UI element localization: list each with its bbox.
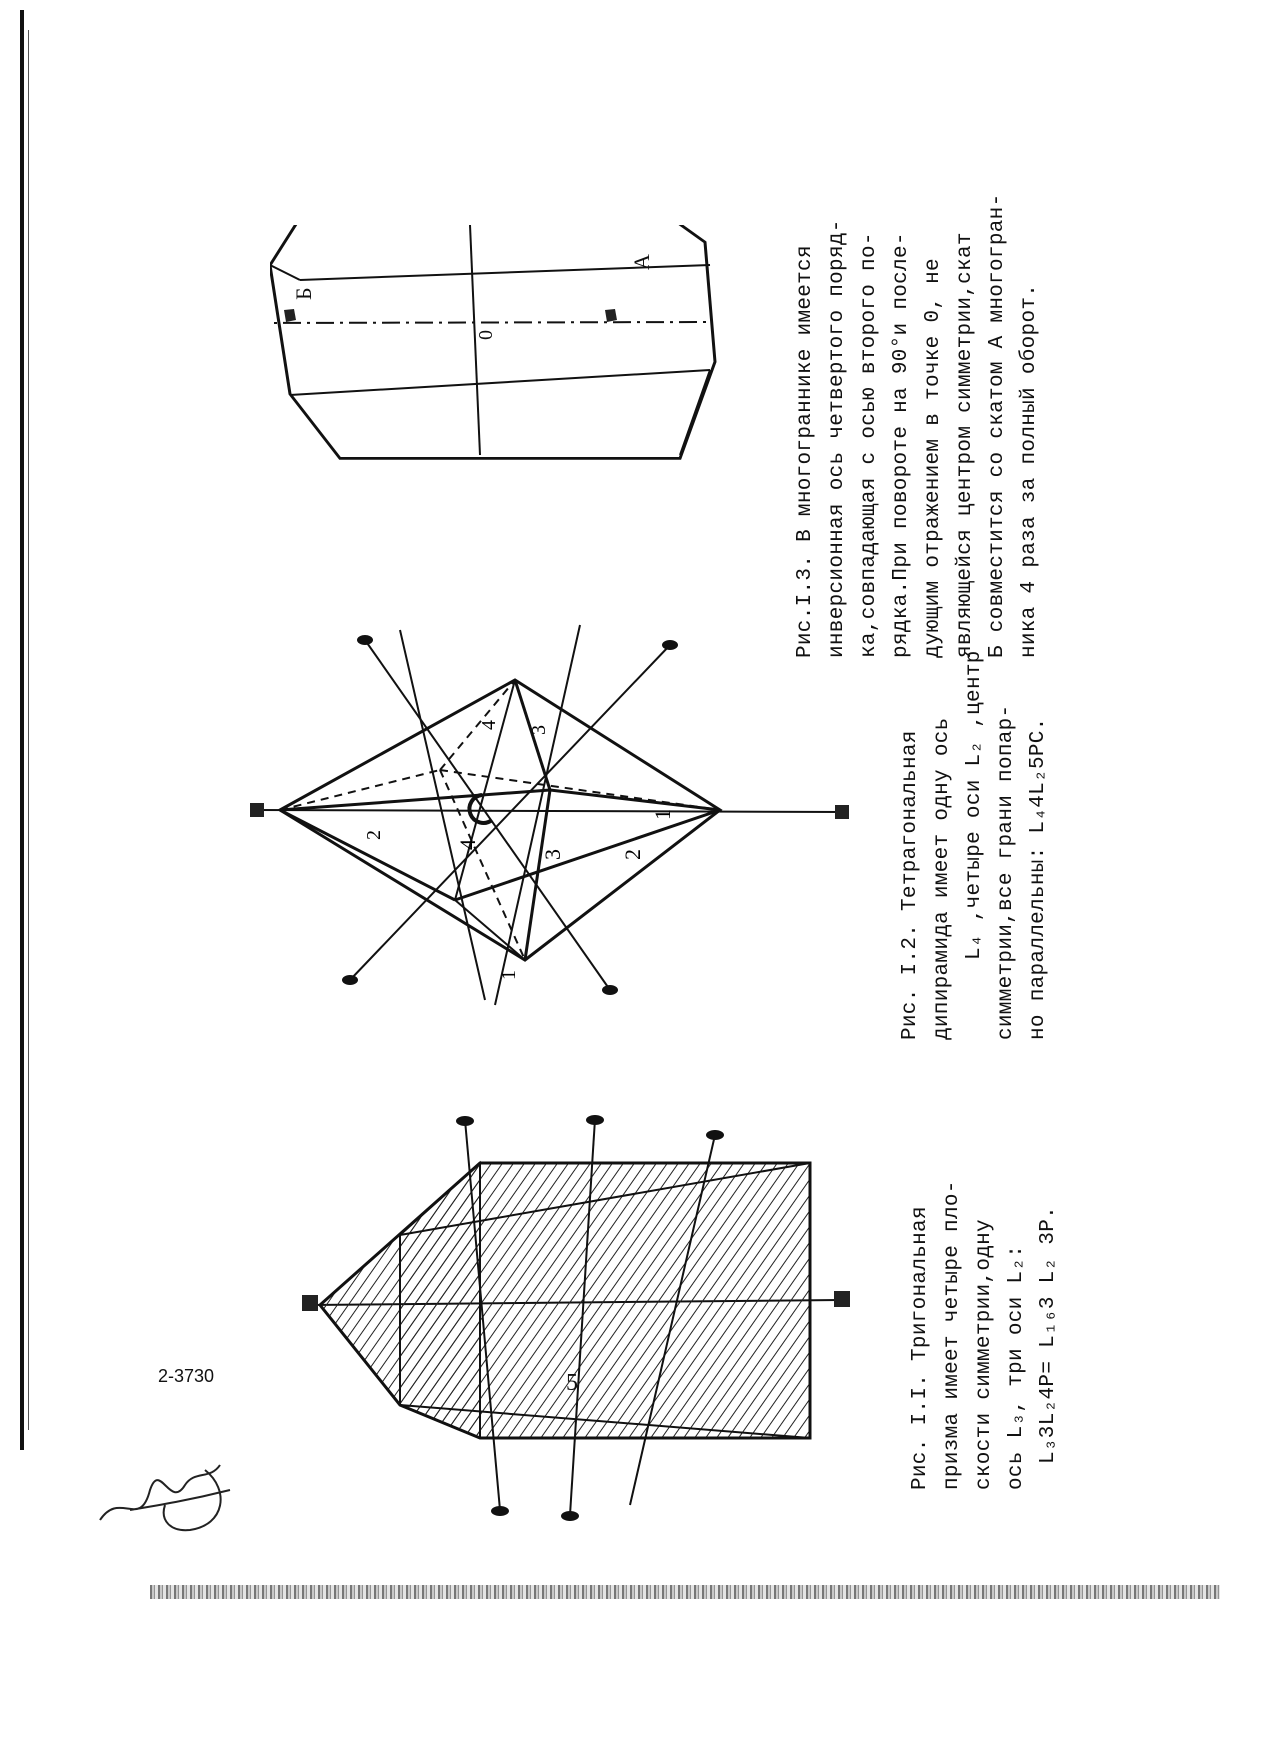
- caption-line: Рис. I.2. Тетрагональная: [899, 730, 922, 1040]
- face-number: 3: [528, 725, 550, 735]
- face-label-B: Б: [291, 287, 316, 300]
- figure-inversion-polyhedron: [270, 225, 790, 485]
- face-number: 1: [650, 809, 675, 820]
- caption-line: Рис. I.I. Тригональная: [909, 1206, 932, 1490]
- caption-fig-1-1: [905, 1180, 1065, 1490]
- binding-edge: [20, 10, 24, 1450]
- point-label-O: 0: [475, 329, 497, 340]
- caption-line: дипирамида имеет одну ось: [931, 717, 954, 1040]
- caption-fig-1-3: [790, 194, 1046, 658]
- page-number: 5: [566, 1370, 578, 1396]
- face-number: 2: [620, 849, 645, 860]
- document-number: 2-3730: [158, 1366, 215, 1386]
- caption-line: скости симметрии,одну: [973, 1219, 996, 1490]
- figure-tetragonal-dipyramid: [250, 620, 860, 1010]
- face-number: 4: [478, 720, 500, 730]
- caption-line: являющейся центром симметрии,скат: [954, 232, 977, 658]
- figure-trigonal-prism: [250, 1115, 860, 1535]
- caption-line: инверсионная ось четвертого поряд-: [826, 219, 849, 658]
- caption-line: ка,совпадающая с осью второго по-: [858, 232, 881, 658]
- caption-line: ось L₃, три оси L₂:: [1005, 1244, 1028, 1490]
- face-number: 2: [363, 830, 385, 840]
- caption-line: но параллельны: L₄4L₂5PC.: [1027, 717, 1050, 1040]
- handwritten-signature: [90, 1450, 240, 1550]
- binding-edge-shadow: [28, 30, 29, 1430]
- caption-line: L₄ ,четыре оси L₂ ,центр: [963, 650, 986, 960]
- caption-line: дующим отражением в точке 0, не: [922, 258, 945, 658]
- face-number: 4: [455, 839, 480, 850]
- caption-line: Б совместится со скатом А многогран-: [986, 193, 1009, 658]
- face-label-A: А: [629, 253, 654, 270]
- caption-line: L₃3L₂4P= L₁₆3 L₂ 3P.: [1037, 1205, 1060, 1464]
- face-number: 1: [498, 970, 520, 980]
- face-number: 3: [540, 849, 565, 860]
- caption-line: призма имеет четыре пло-: [941, 1180, 964, 1490]
- caption-line: симметрии,все грани попар-: [995, 704, 1018, 1040]
- caption-fig-1-2: [895, 650, 1055, 1040]
- caption-line: Рис.I.3. В многограннике имеется: [794, 245, 817, 658]
- caption-line: рядка.При повороте на 90°и после-: [890, 232, 913, 658]
- scan-edge-strip: [150, 1585, 1220, 1599]
- caption-line: ника 4 раза за полный оборот.: [1018, 283, 1041, 658]
